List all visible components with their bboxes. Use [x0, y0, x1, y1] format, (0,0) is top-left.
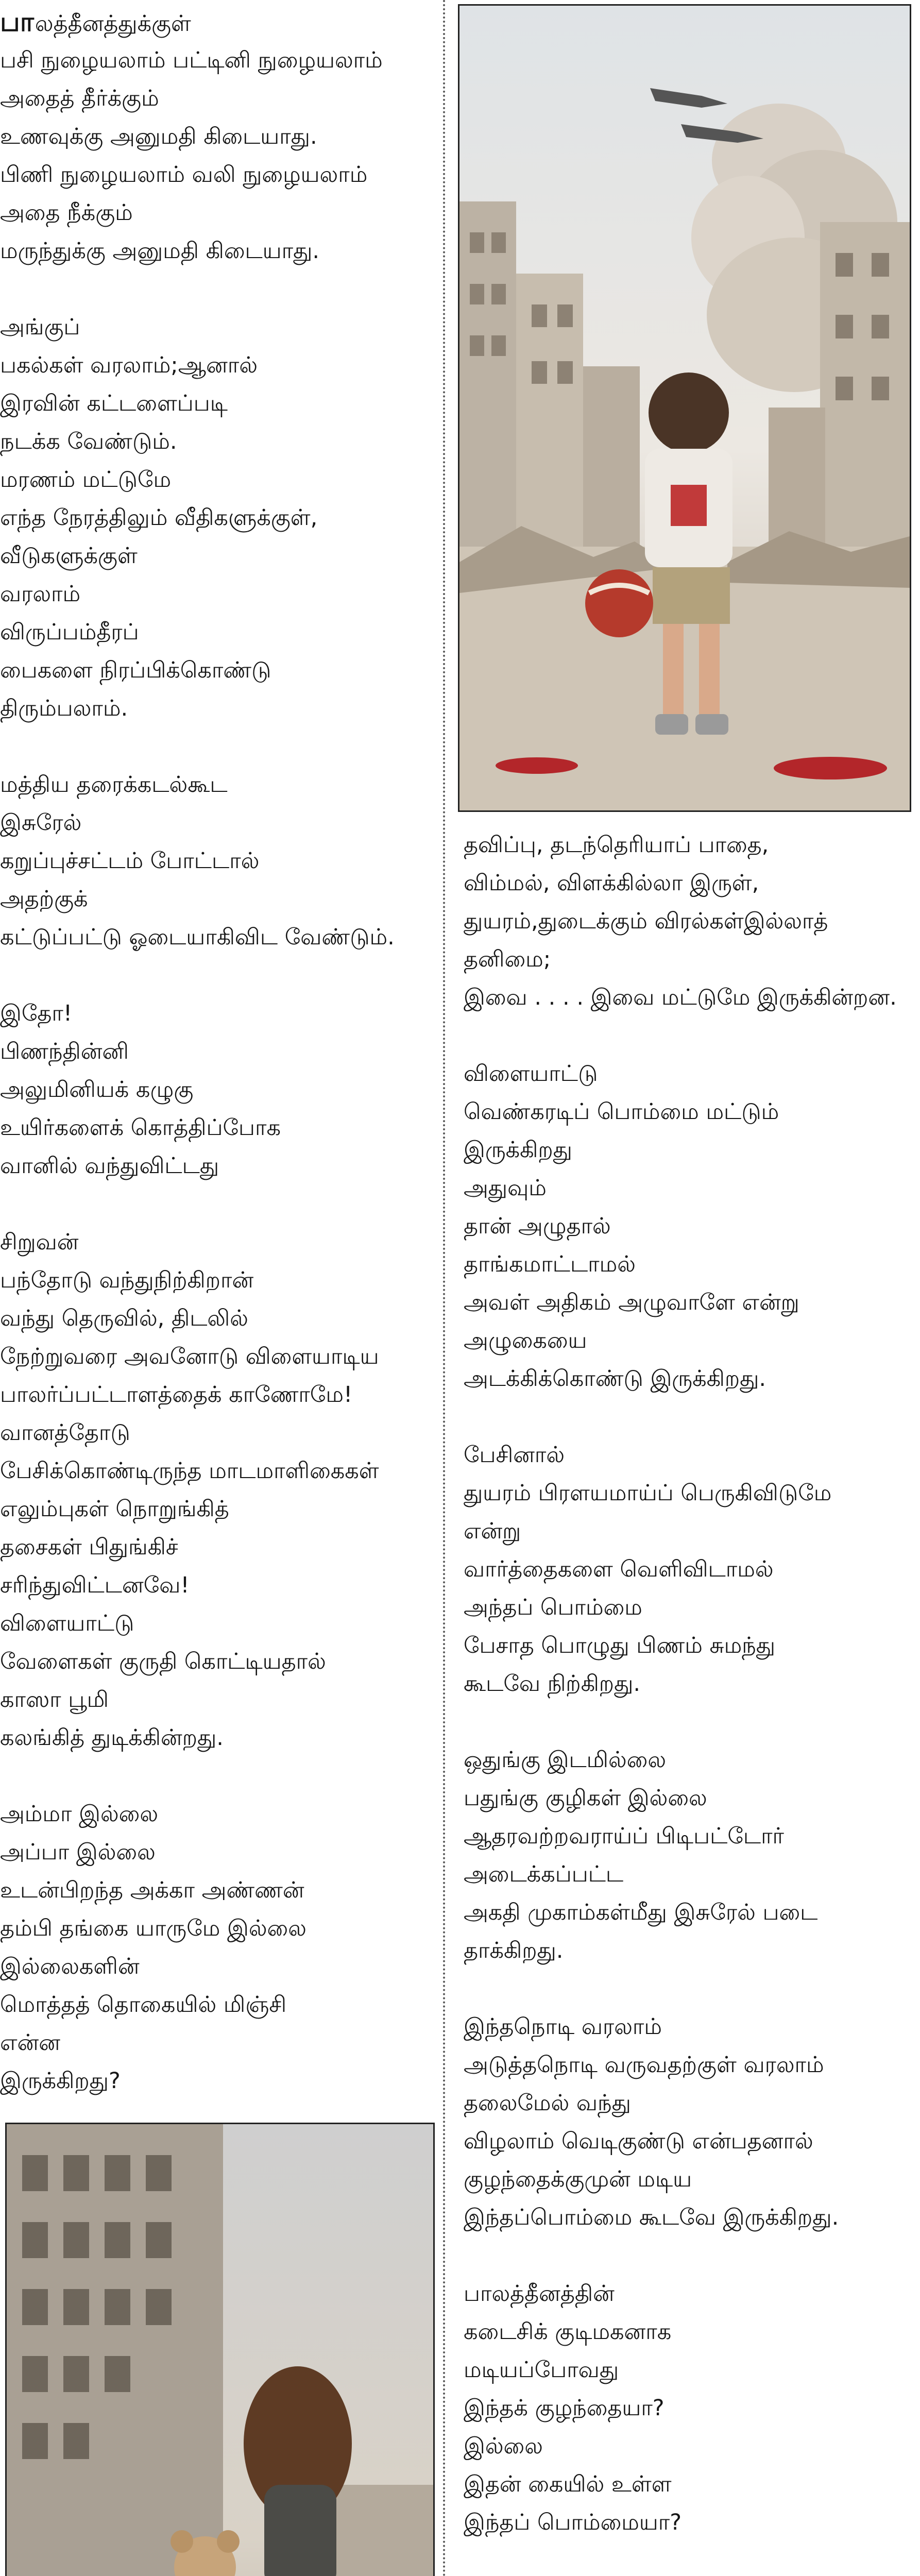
stanza-break — [0, 270, 438, 308]
stanza-break — [0, 1757, 438, 1795]
poem-initial-letter: பா — [0, 7, 35, 38]
poem-line: பிணி நுழையலாம் வலி நுழையலாம் — [0, 162, 368, 188]
poem-left-column — [0, 3, 438, 2100]
poem-line: நேற்றுவரை அவனோடு விளையாடிய — [0, 1344, 379, 1369]
poem-line: மொத்தத் தொகையில் மிஞ்சி — [0, 1992, 287, 2018]
poem-line: விளையாட்டு — [0, 1611, 134, 1636]
poem-line: வார்த்தைகளை வெளிவிடாமல் — [464, 1556, 774, 1582]
poem-line: இந்தநொடி வரலாம் — [464, 2014, 662, 2040]
poem-line: உடன்பிறந்த அக்கா அண்ணன் — [0, 1877, 304, 1903]
poem-line: இல்லை — [464, 2433, 543, 2459]
poem-line: விருப்பம்தீரப் — [0, 619, 139, 645]
poem-line: கூடவே நிற்கிறது. — [464, 1671, 641, 1697]
poem-line: இவை . . . . இவை மட்டுமே இருக்கின்றன. — [464, 985, 897, 1010]
poem-line: வரலாம் — [0, 581, 81, 607]
poem-line: இதோ! — [0, 1001, 73, 1026]
poem-line: அவள் அதிகம் அழுவாளே என்று — [464, 1290, 799, 1315]
poem-line: தாக்கிறது. — [464, 1938, 564, 1963]
poem-line: எந்த நேரத்திலும் வீதிகளுக்குள், — [0, 505, 318, 531]
poem-line: என்ன — [0, 2030, 60, 2056]
poem-line: தலைமேல் வந்து — [464, 2090, 631, 2116]
poem-line: தசைகள் பிதுங்கிச் — [0, 1534, 178, 1560]
poem-line: மத்திய தரைக்கடல்கூட — [0, 772, 228, 798]
poem-line: இருக்கிறது? — [0, 2068, 121, 2094]
stanza-break — [0, 727, 438, 766]
poem-line: பாலர்ப்பட்டாளத்தைக் காணோமே! — [0, 1382, 353, 1408]
poem-line: தாங்கமாட்டாமல் — [464, 1251, 636, 1277]
stanza-break — [464, 1398, 920, 1436]
poem-line: மருந்துக்கு அனுமதி கிடையாது. — [0, 238, 320, 264]
poem-line: அடைக்கப்பட்ட — [464, 1861, 624, 1887]
poem-line: பேசிக்கொண்டிருந்த மாடமாளிகைகள் — [0, 1458, 379, 1484]
poem-line: அகதி முகாம்கள்மீது இசுரேல் படை — [464, 1900, 818, 1925]
poem-line: பசி நுழையலாம் பட்டினி நுழையலாம் — [0, 47, 383, 73]
poem-first-line-rest: லத்தீனத்துக்குள் — [35, 11, 191, 37]
poem-line: குழந்தைக்குமுன் மடிய — [464, 2166, 692, 2192]
poem-line: ஒதுங்கு இடமில்லை — [464, 1747, 667, 1773]
poem-line: இதன் கையில் உள்ள — [464, 2471, 672, 2497]
poem-line: இந்தப்பொம்மை கூடவே இருக்கிறது. — [464, 2205, 839, 2230]
poem-line: விம்மல், விளக்கில்லா இருள், — [464, 870, 759, 896]
poem-line: பந்தோடு வந்துநிற்கிறான் — [0, 1267, 254, 1293]
poem-line: பதுங்கு குழிகள் இல்லை — [464, 1785, 707, 1811]
poem-line: பேசாத பொழுது பிணம் சுமந்து — [464, 1633, 776, 1658]
poem-line: விளையாட்டு — [464, 1061, 598, 1087]
poem-line: வீடுகளுக்குள் — [0, 543, 138, 569]
poem-line: வானத்தோடு — [0, 1420, 130, 1446]
poem-line: இசுரேல் — [0, 810, 82, 836]
girl-illustration-svg — [7, 2124, 433, 2576]
poem-line: உயிர்களைக் கொத்திப்போக — [0, 1115, 281, 1141]
poem-line: துயரம் பிரளயமாய்ப் பெருகிவிடுமே — [464, 1480, 832, 1506]
poem-line: அடுத்தநொடி வருவதற்குள் வரலாம் — [464, 2052, 824, 2078]
poem-line: திரும்பலாம். — [0, 696, 128, 721]
boy-illustration — [458, 4, 911, 812]
poem-line: வெண்கரடிப் பொம்மை மட்டும் — [464, 1099, 779, 1125]
poem-line: அடக்கிக்கொண்டு இருக்கிறது. — [464, 1366, 766, 1392]
poem-line — [0, 3, 438, 41]
poem-line: அலுமினியக் கழுகு — [0, 1077, 194, 1103]
poem-line: மடியப்போவது — [464, 2357, 619, 2383]
stanza-break — [0, 1185, 438, 1223]
poem-line: பேசினால் — [464, 1442, 565, 1468]
poem-line: இரவின் கட்டளைப்படி — [0, 391, 228, 416]
column-divider — [443, 0, 445, 2576]
poem-line: எலும்புகள் நொறுங்கித் — [0, 1496, 229, 1522]
stanza-break — [464, 1703, 920, 1741]
poem-line: பகல்கள் வரலாம்;ஆனால் — [0, 352, 258, 378]
poem-line: இருக்கிறது — [464, 1137, 572, 1163]
poem-line: என்று — [464, 1518, 521, 1544]
poem-line: பிணந்தின்னி — [0, 1039, 129, 1064]
poem-line: கடைசிக் குடிமகனாக — [464, 2319, 672, 2345]
stanza-break — [464, 1970, 920, 2008]
poem-line: வேளைகள் குருதி கொட்டியதால் — [0, 1649, 326, 1674]
poem-line: சரிந்துவிட்டனவே! — [0, 1572, 190, 1598]
stanza-break — [464, 1016, 920, 1055]
poem-line: அதை நீக்கும் — [0, 200, 133, 226]
poem-line: விழலாம் வெடிகுண்டு என்பதனால் — [464, 2128, 813, 2154]
poem-line: அதைத் தீர்க்கும் — [0, 86, 159, 111]
poem-line: இந்தக் குழந்தையா? — [464, 2395, 665, 2421]
poem-line: அம்மா இல்லை — [0, 1801, 159, 1827]
poem-line: கட்டுப்பட்டு ஓடையாகிவிட வேண்டும். — [0, 924, 395, 950]
poem-line: துயரம்,துடைக்கும் விரல்கள்இல்லாத் — [464, 908, 828, 934]
poem-line: இந்தப் பொம்மையா? — [464, 2510, 682, 2535]
poem-line: பைகளை நிரப்பிக்கொண்டு — [0, 657, 271, 683]
poem-line: சிறுவன் — [0, 1229, 79, 1255]
girl-illustration — [5, 2123, 435, 2576]
poem-right-column — [464, 826, 920, 2541]
poem-line: தம்பி தங்கை யாருமே இல்லை — [0, 1916, 306, 1941]
poem-line: கலங்கித் துடிக்கின்றது. — [0, 1725, 224, 1751]
poem-line: தான் அழுதால் — [464, 1213, 611, 1239]
poem-line: பாலத்தீனத்தின் — [464, 2281, 615, 2307]
poem-line: இல்லைகளின் — [0, 1954, 140, 1979]
poem-line: காஸா பூமி — [0, 1687, 109, 1713]
poem-line: உணவுக்கு அனுமதி கிடையாது. — [0, 124, 317, 149]
poem-line: அப்பா இல்லை — [0, 1839, 156, 1865]
poem-line: அழுகையை — [464, 1328, 587, 1353]
poem-line: வானில் வந்துவிட்டது — [0, 1153, 219, 1179]
poem-line: அந்தப் பொம்மை — [464, 1595, 642, 1620]
poem-line: அங்குப் — [0, 314, 80, 340]
boy-illustration-svg — [459, 6, 910, 810]
poem-line: மரணம் மட்டுமே — [0, 467, 172, 493]
poem-line: அதற்குக் — [0, 886, 88, 912]
poem-line: நடக்க வேண்டும். — [0, 429, 177, 454]
poem-line: ஆதரவற்றவராய்ப் பிடிபட்டோர் — [464, 1823, 785, 1849]
poem-line: தவிப்பு, தடந்தெரியாப் பாதை, — [464, 832, 769, 858]
stanza-break — [464, 2236, 920, 2275]
poem-line: கறுப்புச்சட்டம் போட்டால் — [0, 848, 260, 874]
poem-line: அதுவும் — [464, 1175, 547, 1201]
poem-line: தனிமை; — [464, 946, 551, 972]
stanza-break — [0, 956, 438, 994]
poem-line: வந்து தெருவில், திடலில் — [0, 1306, 248, 1331]
